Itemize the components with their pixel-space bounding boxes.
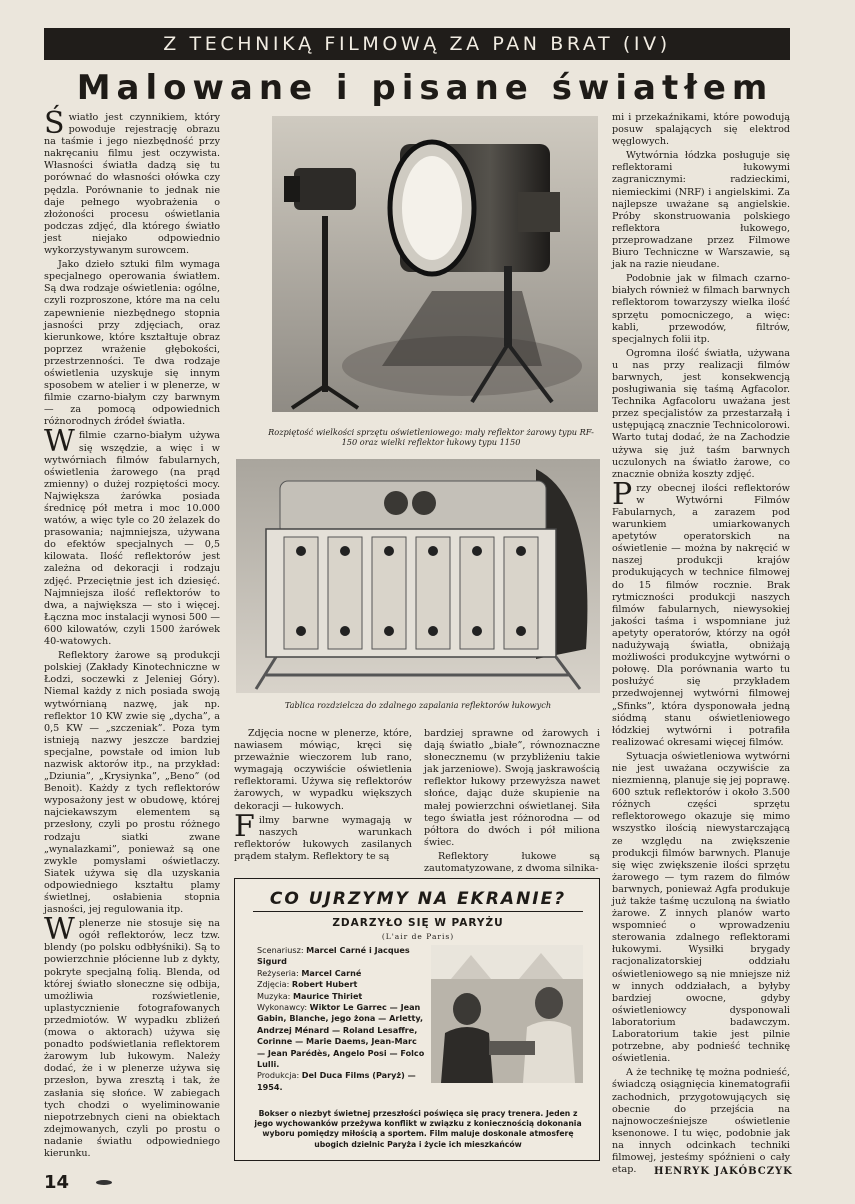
article-column-2 <box>234 728 412 874</box>
paragraph: Światło jest czynnikiem, który powoduje rejestrację obrazu na taśmie i jego niezbędność przy nakręcaniu filmu jest oczywista. Własności światła dadzą się tu porównać do własności ołówka czy pędzla. Porównanie to jednak nie daje pełnego wyobrażenia o złożoności procesu oświetlania podczas zdjęć, dla którego światło jest niejako odpowiednio wykorzystywanym surowcem. <box>44 106 220 257</box>
paragraph: Filmy barwne wymagają w naszych warunkach reflektorów łukowych zasilanych prądem stałym. Reflektory te są <box>234 808 412 862</box>
credit-line: Zdjęcia: Robert Hubert <box>257 979 358 990</box>
paragraph: Wytwórnia łódzka posługuje się reflektorami łukowymi zagranicznymi: radzieckimi, niemieckimi (NRF) i angielskimi. Za najlepsze uważane są angielskie. Próby skonstruowania polskiego reflektora łukowego, przeprowadzane przez Filmowe Biuro Techniczne w Warszawie, są jak na razie nieudane. <box>612 150 790 271</box>
paragraph: Sytuacja oświetleniowa wytwórni nie jest uważana oczywiście za niezmienną, planuje się jej poprawę. 600 sztuk reflektorów i około 3.500 różnych części sprzętu reflektorowego okazuje się mimo wszystko ilością niewystarczającą ze względu na zwiększenie produkcji filmów barwnych. Planuje się więc zwiększenie ilości sprzętu żarowego — tym razem do filmów barwnych, ponieważ Agfa produkuje już także taśmę uczuloną na światło żarowe. Z innych planów warto wspomnieć o wprowadzeniu sterowania zdalnego reflektorami łukowymi. Wysiłki brygady racjonalizatorskiej oddziału oświetleniowego są nie mniejsze niż w innych oddziałach, a byłyby bardziej owocne, gdyby oświetleniowcy dysponowali laboratorium badawczym. Laboratorium takie jest pilnie potrzebne, aby podnieść technikę oświetlenia. <box>612 750 790 1065</box>
film-info-box <box>234 878 600 1161</box>
paragraph: A że technikę tę można podnieść, świadczą osiągnięcia kinematografii zachodnich, przygotowujących się obecnie do przejścia na najnowocześniejsze oświetlenie ksenonowe. I tu więc, podobnie jak na innych odcinkach techniki filmowej, jesteśmy spóźnieni o cały etap. <box>612 1067 790 1176</box>
paragraph: Zdjęcia nocne w plenerze, które, nawiasem mówiąc, kręci się przeważnie wieczorem lub rano, wymagają oczywiście oświetlenia reflektorami. Używa się reflektorów żarowych, w wypadku większych dekoracji — łukowych. <box>234 728 412 812</box>
page-number: 14 <box>44 1172 70 1193</box>
article-column-3 <box>424 728 600 874</box>
control-panel-photo <box>236 459 600 693</box>
paragraph: Wplenerze nie stosuje się na ogół reflektorów, lecz tzw. blendy (po polsku odbłyśniki). Są to powierzchnie płócienne lub z dykty, pokryte specjalną folią. Blenda, od której światło słoneczne się odbija, umożliwia rozświetlenie, uplastycznienie fotografowanych przedmiotów. W wypadku zbliżeń (mowa o aktorach) używa się ponadto podświetlania reflektorem żarowym lub łukowym. Należy dodać, że i w plenerze używa się przesłon, bywa zresztą i tak, że zasłania się słońce. W zabiegach tych chodzi o wyeliminowanie niepotrzebnych cieni na obiektach zdejmowanych, czyli po prostu o nadanie światłu odpowiedniego kierunku. <box>44 912 220 1159</box>
credit-line: Scenariusz: Marcel Carné i Jacques Sigurd <box>257 945 410 967</box>
film-title: ZDARZYŁO SIĘ W PARYŻU <box>332 917 504 929</box>
film-still-photo <box>431 945 583 1083</box>
paragraph: Jako dzieło sztuki film wymaga specjalnego operowania światłem. Są dwa rodzaje oświetlenia: ogólne, czyli rozproszone, które ma na celu zapewnienie niezbędnego stopnia jasności przy zdjęciach, oraz kierunkowe, które kształtuje obraz poprzez wrażenie głębokości, przestrzenności. Te dwa rodzaje oświetlenia uzyskuje się innym sposobem w atelier i w plenerze, w filmie czarno-białym czy barwnym — za pomocą odpowiednich różnorodnych źródeł światła. <box>44 259 220 428</box>
production-line: Produkcja: Del Duca Films (Paryż) — 1954. <box>257 1070 416 1092</box>
series-banner: Z TECHNIKĄ FILMOWĄ ZA PAN BRAT (IV) <box>44 28 790 60</box>
article-title: Malowane i pisane światłem <box>76 68 774 108</box>
paragraph: Ogromna ilość światła, używana u nas przy realizacji filmów barwnych, jest konsekwencją posługiwania się taśmą Agfacolor. Technika Agfacoloru uważana jest przez specjalistów za przestarzałą i ustępującą znacznie Technicolorowi. Warto tutaj dodać, że na Zachodzie używa się już taśm barwnych uczulonych na światło żarowe, co znacznie obniża koszty zdjęć. <box>612 347 790 480</box>
cast-line: Wykonawcy: Wiktor Le Garrec — Jean Gabin, Blanche, jego żona — Arletty, Andrzej Ménard — Roland Lesaffre, Corinne — Marie Daems, Jean-Marc — Jean Parédès, Angelo Posi — Folco Lulli. <box>257 1002 425 1070</box>
paragraph: Przy obecnej ilości reflektorów w Wytwórni Filmów Fabularnych, a zarazem pod warunkiem umiarkowanych apetytów operatorskich na oświetlenie — można by nakręcić w naszej produkcji krajów produkujących w technice filmowej do 15 filmów rocznie. Brak rytmiczności produkcji naszych filmów fabularnych, niewysokiej jakości taśma i wspomniane już apetyty operatorów, którzy na ogół nadużywają światła, obniżają możliwości produkcyjne wytwórni o połowę. Dla porównania warto tu posłużyć się przykładem przedwojennej wytwórni filmowej „Sfinks”, która dysponowała jedną siódmą stanu oświetleniowego łódzkiej wytwórni i potrafiła realizować okresami więcej filmów. <box>612 476 790 748</box>
credit-line: Reżyseria: Marcel Carné <box>257 967 362 978</box>
film-box-heading: CO UJRZYMY NA EKRANIE? <box>253 889 583 912</box>
reflectors-photo <box>272 116 598 412</box>
ink-mark <box>96 1180 112 1185</box>
credit-line: Muzyka: Maurice Thiriet <box>257 990 363 1001</box>
article-column-1 <box>44 106 220 1164</box>
photo-caption-top: Rozpiętość wielkości sprzętu oświetleniowego: mały reflektor żarowy typu RF-150 oraz wielki reflektor łukowy typu 1150 <box>268 427 594 447</box>
photo-caption-bottom: Tablica rozdzielcza do zdalnego zapalania reflektorów łukowych <box>284 700 552 710</box>
film-description: Bokser o niezbyt świetnej przeszłości poświęca się pracy trenera. Jeden z jego wychowanków przeżywa konflikt w związku z koniecznością dokonania wyboru pomiędzy miłością a sportem. Film maluje doskonale atmosferę ubogich dzielnic Paryża i życie ich mieszkańców <box>254 1109 582 1149</box>
paragraph: bardziej sprawne od żarowych i dają światło „białe”, równoznaczne słonecznemu (w przybliżeniu takie jak jarzeniowe). Swoją jaskrawością reflektor łukowy przewyższa nawet słońce, dając duże skupienie na małej powierzchni oświetlanej. Siła tego światła jest różnorodna — od półtora do dwóch i pół miliona świec. <box>424 728 600 848</box>
film-original-title: (L'air de Paris) <box>381 932 455 941</box>
paragraph: Wfilmie czarno-białym używa się wszędzie, a więc i w wytwórniach filmów fabularnych, oświetlenia żarowego (na prąd zmienny) o dużej rozpiętości mocy. Największa żarówka posiada średnicę pół metra i moc 10.000 watów, a więc tyle co 20 żelazek do prasowania; najmniejsza, używana do efektów specjalnych — 0,5 kilowata. Ilość reflektorów jest zależna od dekoracji i rodzaju zdjęć. Przeciętnie jest ich dziesięć. Najmniejsza ilość reflektorów to dwa, a największa — sto i więcej. Łączna moc instalacji wynosi 500 — 600 kilowatów, czyli 1500 żarówek 40-watowych. <box>44 424 220 648</box>
author-signature: HENRYK JAKÓBCZYK <box>654 1166 793 1177</box>
paragraph: Podobnie jak w filmach czarno-białych również w filmach barwnych reflektorom towarzyszy wielka ilość sprzętu pomocniczego, a więc: kabli, przewodów, filtrów, specjalnych folii itp. <box>612 273 790 345</box>
paragraph: Reflektory łukowe są zautomatyzowane, z dwoma silnika- <box>424 850 600 875</box>
paragraph: Reflektory żarowe są produkcji polskiej (Zakłady Kinotechniczne w Łodzi, soczewki z Jeleniej Góry). Niemal każdy z nich posiada swoją wytwórnianą nazwę, jak np. reflektor 10 KW zwie się „dycha”, a 0,5 KW — „szczeniak”. Poza tym istnieją nazwy jeszcze bardziej specjalne, powstałe od imion lub nazwisk aktorów itp., na przykład: „Dziunia”, „Krysiynka”, „Beno” (od Benoit). Każdy z tych reflektorów wyposażony jest w obudowę, której najciekawszym elementem są przesłony, czyli po prostu różnego rodzaju siatki zwane „wynalazkami”, ponieważ są one zwykle pomysłami oświetlaczy. Siatek używa się dla uzyskania odpowiedniego kształtu plamy świetlnej, osłabienia stopnia jasności, jej regulowania itp. <box>44 650 220 916</box>
paragraph: mi i przekaźnikami, które powodują posuw spalających się elektrod węglowych. <box>612 112 790 148</box>
film-credits <box>257 945 427 1093</box>
